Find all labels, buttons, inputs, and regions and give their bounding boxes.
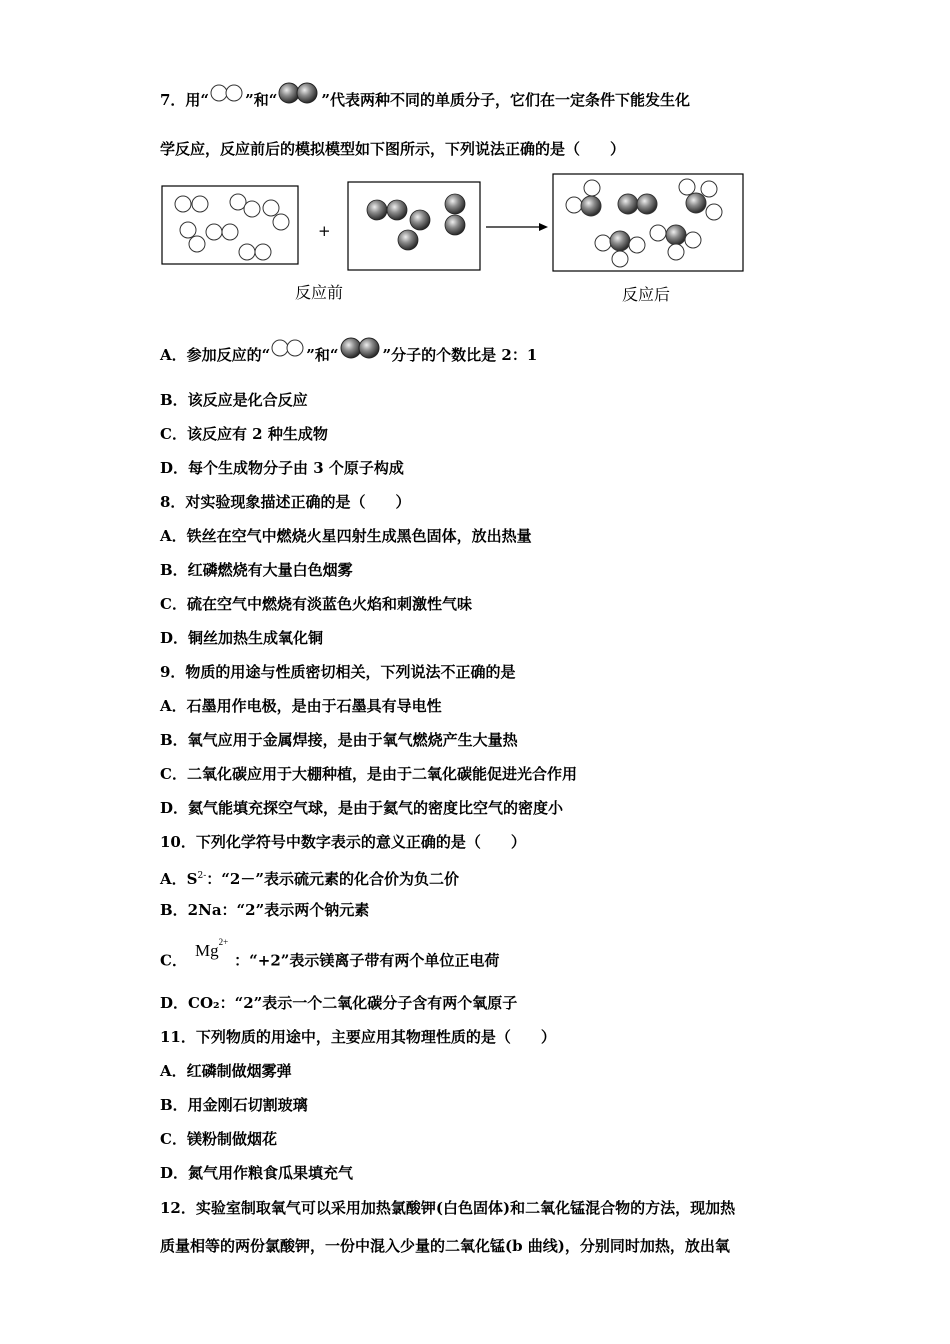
q10-option-a: A．$S^{2-}$：“2－”表示硫元素的化合价为负二价 xyxy=(160,870,459,888)
black-molecules xyxy=(367,194,465,250)
product-molecules xyxy=(566,179,722,267)
plus-sign: + xyxy=(318,222,331,240)
q8-stem: 8．对实验现象描述正确的是（ ） xyxy=(160,493,411,511)
box-before-reactant2 xyxy=(348,182,480,270)
caption-before: 反应前 xyxy=(295,283,344,302)
box-before-reactant1 xyxy=(162,186,298,264)
q8-option-c: C．硫在空气中燃烧有淡蓝色火焰和刺激性气味 xyxy=(160,595,472,613)
q10-option-d: D．CO₂：“2”表示一个二氧化碳分子含有两个氧原子 xyxy=(160,994,518,1012)
q12-line2: 质量相等的两份氯酸钾，一份中混入少量的二氧化锰(b 曲线)，分别同时加热，放出氧 xyxy=(160,1237,730,1255)
caption-after: 反应后 xyxy=(622,285,671,304)
q9-option-b: B．氧气应用于金属焊接，是由于氧气燃烧产生大量热 xyxy=(160,731,518,749)
q11-stem: 11．下列物质的用途中，主要应用其物理性质的是（ ） xyxy=(160,1028,556,1046)
q10-stem: 10．下列化学符号中数字表示的意义正确的是（ ） xyxy=(160,833,526,851)
q9-option-d: D．氦气能填充探空气球，是由于氦气的密度比空气的密度小 xyxy=(160,799,564,817)
q8-option-b: B．红磷燃烧有大量白色烟雾 xyxy=(160,561,353,579)
black-molecule-icon xyxy=(277,80,321,106)
white-molecule-icon xyxy=(270,337,306,359)
q7-option-d: D．每个生成物分子由 3 个原子构成 xyxy=(160,459,404,477)
white-molecule-icon xyxy=(209,82,245,104)
q11-option-d: D．氮气用作粮食瓜果填充气 xyxy=(160,1164,354,1182)
q7-option-b: B．该反应是化合反应 xyxy=(160,391,308,409)
reaction-arrow xyxy=(486,223,548,231)
q8-option-a: A．铁丝在空气中燃烧火星四射生成黑色固体，放出热量 xyxy=(160,527,532,545)
q10-option-b: B．2Na：“2”表示两个钠元素 xyxy=(160,901,370,919)
q7-stem-line1: 7．用“ ”和“ ”代表两种不同的单质分子，它们在一定条件下能发生化 xyxy=(160,88,690,114)
q7-option-c: C．该反应有 2 种生成物 xyxy=(160,425,328,443)
q11-option-c: C．镁粉制做烟花 xyxy=(160,1130,277,1148)
black-molecule-icon xyxy=(339,335,383,361)
q8-option-d: D．铜丝加热生成氧化铜 xyxy=(160,629,324,647)
q11-option-b: B．用金刚石切割玻璃 xyxy=(160,1096,308,1114)
q10-option-c: C．$Mg^{2+}$：“+2”表示镁离子带有两个单位正电荷 xyxy=(160,937,500,970)
q7-stem-line2: 学反应，反应前后的模拟模型如下图所示，下列说法正确的是（ ） xyxy=(160,140,626,158)
white-molecules xyxy=(175,194,289,260)
q7-option-a: A．参加反应的“ ”和“ ”分子的个数比是 2：1 xyxy=(160,343,537,369)
reaction-diagram xyxy=(0,0,950,320)
q12-line1: 12．实验室制取氧气可以采用加热氯酸钾(白色固体)和二氧化锰混合物的方法，现加热 xyxy=(160,1199,736,1217)
box-after xyxy=(553,174,743,271)
q9-option-c: C．二氧化碳应用于大棚种植，是由于二氧化碳能促进光合作用 xyxy=(160,765,577,783)
q9-stem: 9．物质的用途与性质密切相关，下列说法不正确的是 xyxy=(160,663,516,681)
q9-option-a: A．石墨用作电极，是由于石墨具有导电性 xyxy=(160,697,442,715)
q11-option-a: A．红磷制做烟雾弹 xyxy=(160,1062,292,1080)
mg-ion-symbol: $Mg^{2+}$ xyxy=(194,937,229,960)
